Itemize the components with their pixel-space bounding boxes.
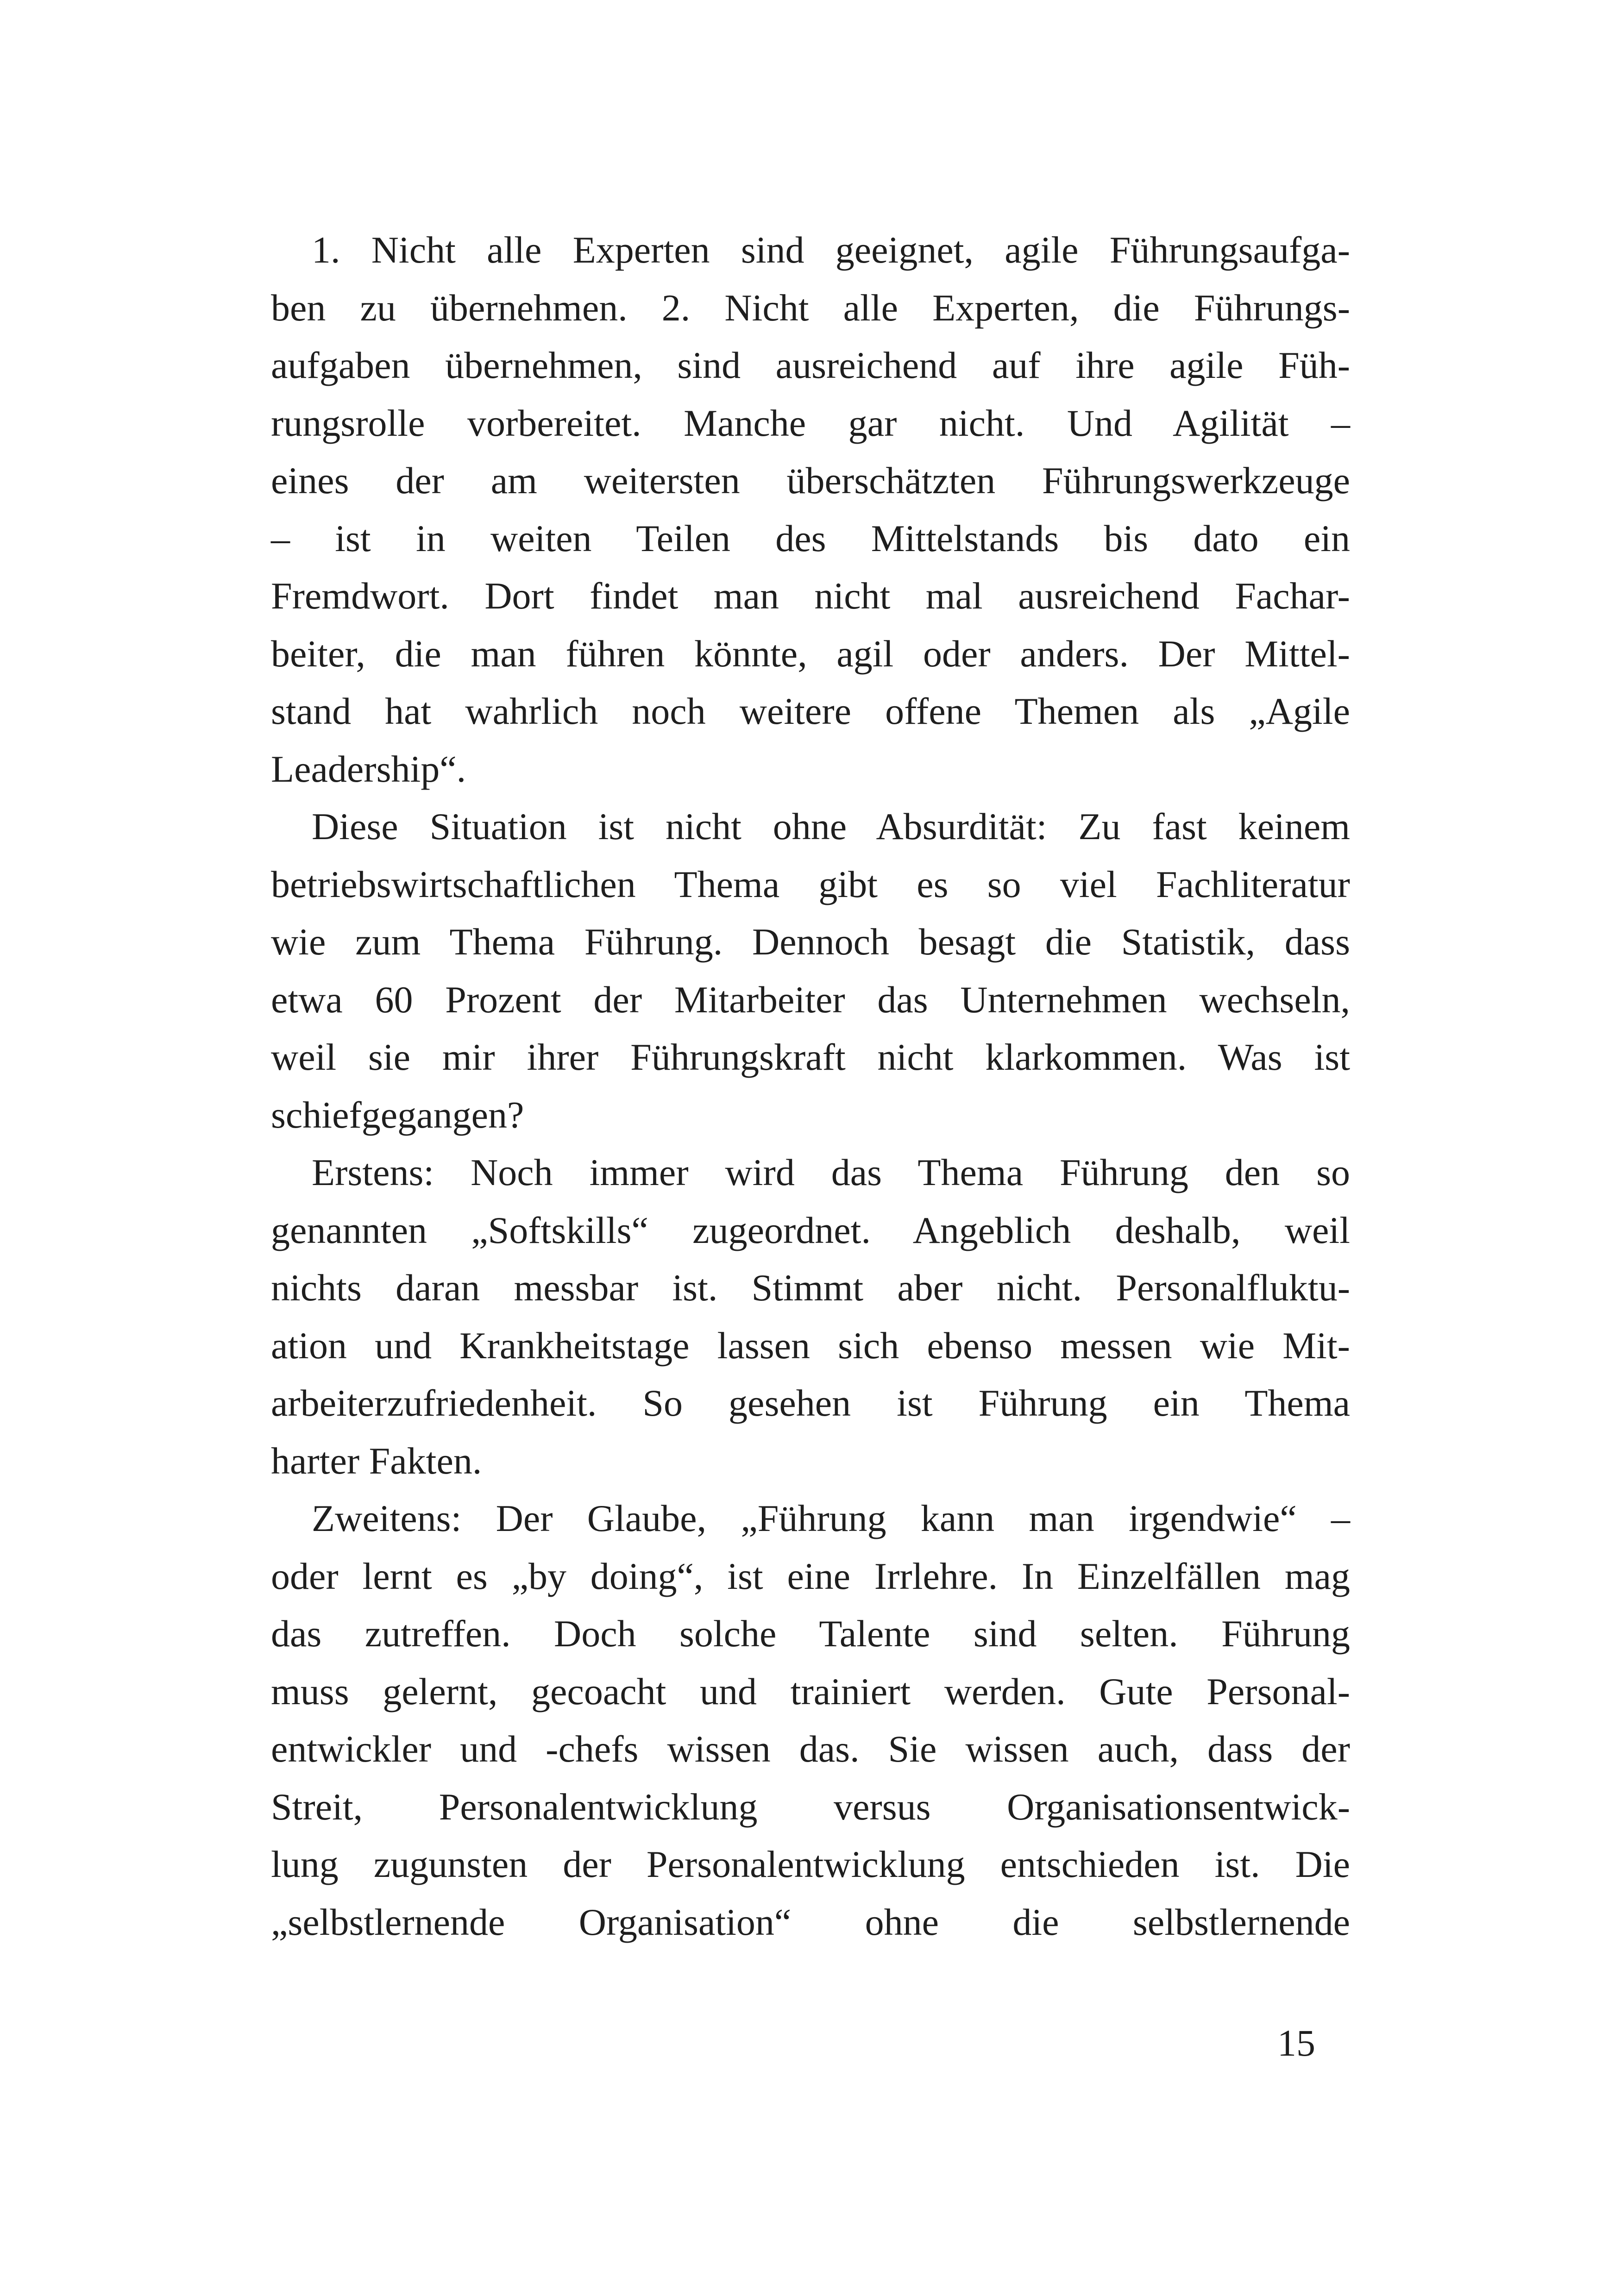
text-line: schiefgegangen? (271, 1093, 524, 1136)
text-line: arbeiterzufriedenheit. So gesehen ist Führung ein Thema (271, 1382, 1350, 1424)
text-line: lung zugunsten der Personalentwicklung entschieden ist. Die (271, 1843, 1350, 1885)
body-text (271, 221, 1350, 1951)
text-line: Leadership“. (271, 747, 466, 790)
text-line: etwa 60 Prozent der Mitarbeiter das Unternehmen wechseln, (271, 978, 1350, 1021)
text-line: nichts daran messbar ist. Stimmt aber nicht. Personalfluktu- (271, 1267, 1350, 1309)
text-line: harter Fakten. (271, 1439, 482, 1482)
text-line: das zutreffen. Doch solche Talente sind selten. Führung (271, 1612, 1350, 1655)
text-line: entwickler und -chefs wissen das. Sie wissen auch, dass der (271, 1728, 1350, 1770)
text-line: weil sie mir ihrer Führungskraft nicht klarkommen. Was ist (271, 1036, 1350, 1078)
text-line: rungsrolle vorbereitet. Manche gar nicht. Und Agilität – (271, 401, 1350, 444)
text-line: oder lernt es „by doing“, ist eine Irrlehre. In Einzelfällen mag (271, 1555, 1350, 1597)
text-line: ben zu übernehmen. 2. Nicht alle Experten, die Führungs- (271, 286, 1350, 329)
text-line: aufgaben übernehmen, sind ausreichend auf ihre agile Füh- (271, 344, 1350, 386)
text-line: Streit, Personalentwicklung versus Organisationsentwick- (271, 1785, 1350, 1828)
text-line: beiter, die man führen könnte, agil oder anders. Der Mittel- (271, 632, 1350, 675)
text-line: muss gelernt, gecoacht und trainiert werden. Gute Personal- (271, 1670, 1350, 1713)
text-line: ation und Krankheitstage lassen sich ebenso messen wie Mit- (271, 1324, 1350, 1367)
text-line: betriebswirtschaftlichen Thema gibt es so viel Fachliteratur (271, 863, 1350, 905)
page-number: 15 (1277, 2022, 1315, 2064)
text-line: genannten „Softskills“ zugeordnet. Angeblich deshalb, weil (271, 1209, 1350, 1251)
text-line: Erstens: Noch immer wird das Thema Führung den so (312, 1151, 1350, 1193)
text-line: – ist in weiten Teilen des Mittelstands bis dato ein (271, 517, 1350, 559)
text-line: Zweitens: Der Glaube, „Führung kann man irgendwie“ – (312, 1497, 1350, 1539)
text-line: 1. Nicht alle Experten sind geeignet, agile Führungsaufga- (312, 229, 1350, 271)
text-line: Diese Situation ist nicht ohne Absurdität: Zu fast keinem (312, 805, 1350, 847)
text-line: wie zum Thema Führung. Dennoch besagt die Statistik, dass (271, 921, 1350, 963)
text-line: stand hat wahrlich noch weitere offene Themen als „Agile (271, 690, 1350, 732)
text-line: eines der am weitersten überschätzten Führungswerkzeuge (271, 459, 1350, 502)
text-line: „selbstlernende Organisation“ ohne die selbstlernende (271, 1901, 1350, 1943)
text-line: Fremdwort. Dort findet man nicht mal ausreichend Fachar- (271, 575, 1350, 617)
